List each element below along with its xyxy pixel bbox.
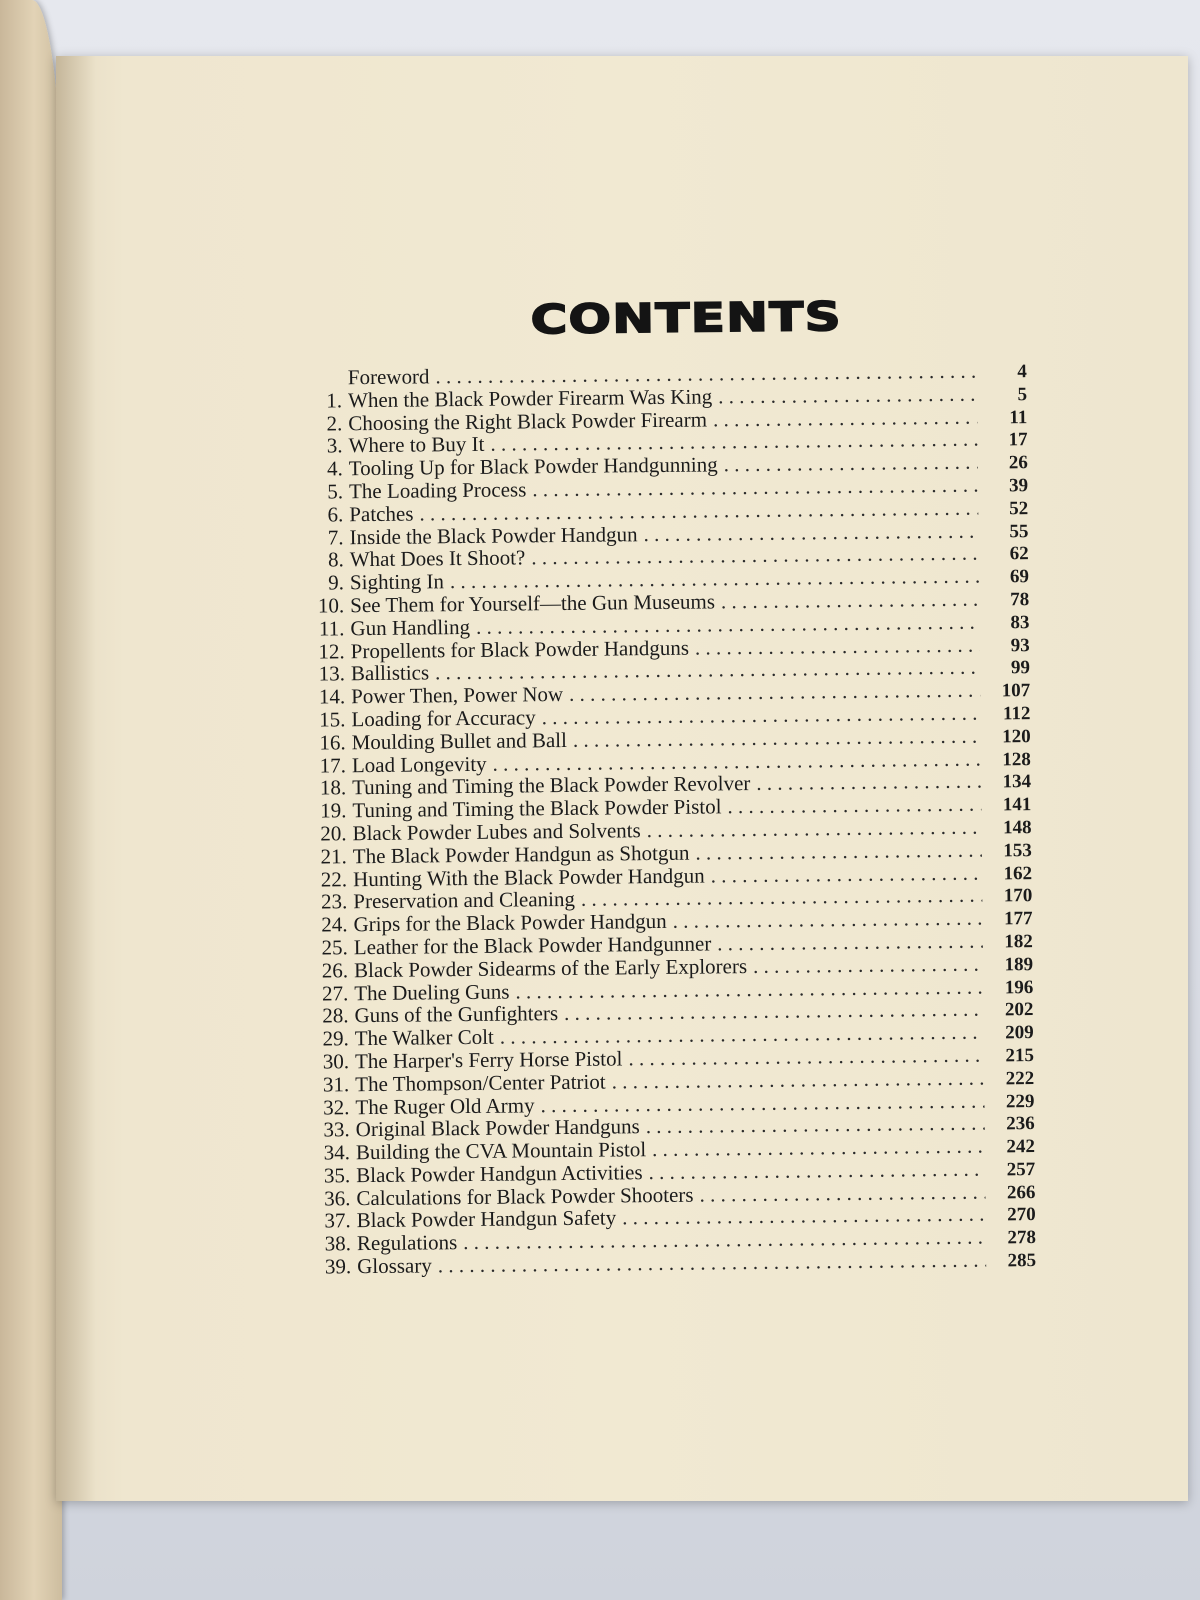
- chapter-title: Black Powder Lubes and Solvents: [352, 818, 641, 846]
- chapter-number: 8.: [327, 547, 344, 572]
- chapter-title: Building the CVA Mountain Pistol: [355, 1137, 647, 1165]
- chapter-number: 3.: [326, 433, 343, 458]
- page-number: 120: [1002, 725, 1031, 748]
- chapter-number: 10.: [317, 593, 345, 618]
- page-number: 93: [1010, 634, 1030, 656]
- chapter-number: 20.: [320, 821, 347, 846]
- chapter-title: Grips for the Black Powder Handgun: [353, 909, 667, 937]
- chapter-number: 5.: [327, 479, 344, 504]
- chapter-title: Gun Handling: [350, 614, 471, 640]
- chapter-title: The Walker Colt: [354, 1024, 494, 1051]
- page-number: 4: [1017, 361, 1027, 383]
- page-number: 270: [1007, 1204, 1036, 1226]
- page-number: 189: [1004, 953, 1034, 976]
- chapter-number: 36.: [324, 1185, 351, 1211]
- page-number: 11: [1009, 406, 1028, 428]
- chapter-number: 9.: [328, 570, 345, 595]
- chapter-number: 4.: [326, 456, 343, 481]
- chapter-title: Choosing the Right Black Powder Firearm: [348, 407, 708, 435]
- book-page: [56, 56, 1188, 1501]
- chapter-number: 27.: [321, 980, 349, 1006]
- page-number: 112: [1002, 703, 1031, 725]
- page-number: 242: [1006, 1136, 1036, 1158]
- chapter-number: 35.: [323, 1163, 351, 1188]
- chapter-number: 13.: [318, 661, 346, 686]
- page-number: 202: [1004, 999, 1034, 1021]
- chapter-number: 1.: [326, 388, 343, 413]
- page-number: 177: [1003, 908, 1033, 930]
- chapter-title: The Thompson/Center Patriot: [355, 1069, 606, 1096]
- chapter-number: 38.: [324, 1231, 352, 1256]
- chapter-number: 30.: [322, 1049, 350, 1074]
- page-number: 257: [1006, 1158, 1036, 1181]
- chapter-number: 32.: [323, 1094, 350, 1120]
- dot-leader: [438, 1248, 987, 1279]
- chapter-number: 23.: [320, 889, 348, 914]
- page-number: 278: [1007, 1227, 1036, 1249]
- page-number: 69: [1009, 566, 1030, 588]
- chapter-number: 16.: [319, 730, 346, 755]
- chapter-number: 15.: [319, 707, 346, 732]
- chapter-title: Tuning and Timing the Black Powder Revolver: [352, 771, 751, 800]
- page-number: 153: [1003, 839, 1032, 862]
- chapter-number: 22.: [320, 866, 348, 892]
- chapter-title: What Does It Shoot?: [349, 545, 526, 572]
- chapter-number: 29.: [322, 1026, 349, 1051]
- chapter-title: The Harper's Ferry Horse Pistol: [354, 1046, 623, 1074]
- page-number: 83: [1010, 611, 1030, 634]
- page-number: 229: [1005, 1090, 1035, 1112]
- chapter-number: 14.: [318, 684, 346, 709]
- chapter-number: [287, 384, 348, 385]
- page-number: 182: [1004, 931, 1033, 953]
- page-number: 285: [1007, 1250, 1037, 1272]
- page-number: 134: [1002, 771, 1032, 793]
- chapter-title: Loading for Accuracy: [351, 705, 536, 732]
- chapter-number: 7.: [327, 524, 344, 550]
- chapter-title: Foreword: [347, 364, 430, 390]
- chapter-title: When the Black Powder Firearm Was King: [347, 384, 713, 413]
- chapter-number: 12.: [318, 638, 345, 664]
- page-number: 209: [1005, 1022, 1034, 1044]
- chapter-title: Hunting With the Black Powder Handgun: [352, 863, 705, 891]
- chapter-title: Ballistics: [350, 660, 430, 686]
- chapter-title: Black Powder Handgun Activities: [356, 1160, 643, 1188]
- chapter-number: 17.: [319, 752, 347, 778]
- chapter-number: 34.: [323, 1140, 351, 1165]
- chapter-number: 19.: [319, 798, 347, 823]
- chapter-number: 11.: [318, 616, 345, 641]
- page-title: CONTENTS: [530, 294, 843, 344]
- chapter-title: Preservation and Cleaning: [353, 887, 576, 914]
- page-number: 78: [1010, 589, 1030, 611]
- page-number: 99: [1010, 657, 1031, 679]
- chapter-title: Black Powder Handgun Safety: [356, 1205, 617, 1233]
- page-number: 148: [1002, 817, 1032, 839]
- chapter-title: Load Longevity: [351, 751, 487, 777]
- chapter-title: Guns of the Gunfighters: [354, 1001, 559, 1028]
- chapter-title: Black Powder Sidearms of the Early Explorers: [353, 953, 748, 982]
- page-number: 266: [1006, 1181, 1036, 1204]
- page-number: 62: [1009, 543, 1029, 565]
- chapter-title: Leather for the Black Powder Handgunner: [353, 931, 712, 960]
- chapter-number: 39.: [324, 1254, 352, 1279]
- chapter-number: 24.: [321, 912, 348, 937]
- page-number: 141: [1002, 794, 1032, 816]
- previous-page-edge: [0, 0, 62, 1600]
- chapter-number: 26.: [321, 957, 349, 983]
- chapter-number: 21.: [320, 844, 347, 869]
- chapter-title: Patches: [349, 501, 414, 527]
- page-number: 5: [1017, 383, 1028, 406]
- chapter-title: Tuning and Timing the Black Powder Pistol: [352, 794, 722, 823]
- chapter-title: Where to Buy It: [348, 432, 485, 458]
- chapter-title: Tooling Up for Black Powder Handgunning: [348, 452, 718, 481]
- chapter-title: Moulding Bullet and Ball: [351, 727, 568, 754]
- chapter-number: 18.: [319, 775, 347, 800]
- chapter-number: 2.: [326, 410, 343, 436]
- page-number: 215: [1005, 1044, 1035, 1067]
- page-number: 162: [1003, 862, 1033, 884]
- chapter-title: The Loading Process: [348, 477, 527, 504]
- chapter-title: The Black Powder Handgun as Shotgun: [352, 840, 690, 868]
- page-number: 52: [1009, 497, 1029, 520]
- page-number: 107: [1001, 680, 1031, 702]
- table-of-contents: [286, 292, 1036, 1278]
- chapter-title: Propellents for Black Powder Handguns: [350, 635, 690, 663]
- page-number: 55: [1009, 520, 1029, 542]
- page-number: 196: [1004, 976, 1034, 998]
- chapter-number: 6.: [327, 502, 344, 527]
- page-number: 39: [1008, 475, 1029, 497]
- chapter-title: Original Black Powder Handguns: [355, 1114, 640, 1142]
- chapter-title: The Ruger Old Army: [355, 1092, 535, 1119]
- page-number: 26: [1008, 452, 1028, 474]
- chapter-number: 28.: [322, 1003, 349, 1028]
- page-number: 128: [1002, 748, 1031, 770]
- page-number: 170: [1003, 885, 1033, 907]
- chapter-title: Regulations: [356, 1230, 458, 1256]
- toc-list: [287, 358, 1037, 1278]
- chapter-title: Inside the Black Powder Handgun: [349, 521, 638, 549]
- chapter-title: Glossary: [357, 1253, 432, 1279]
- chapter-number: 37.: [324, 1208, 351, 1234]
- chapter-title: The Dueling Guns: [354, 979, 510, 1005]
- chapter-number: 25.: [321, 935, 348, 960]
- chapter-title: See Them for Yourself—the Gun Museums: [350, 589, 716, 618]
- page-number: 236: [1006, 1113, 1035, 1135]
- chapter-number: 33.: [323, 1117, 350, 1142]
- page-number: 17: [1008, 429, 1028, 451]
- chapter-title: Sighting In: [349, 569, 445, 595]
- chapter-title: Calculations for Black Powder Shooters: [356, 1182, 694, 1210]
- page-number: 222: [1005, 1067, 1035, 1090]
- chapter-title: Power Then, Power Now: [351, 682, 564, 709]
- chapter-number: 31.: [322, 1071, 350, 1097]
